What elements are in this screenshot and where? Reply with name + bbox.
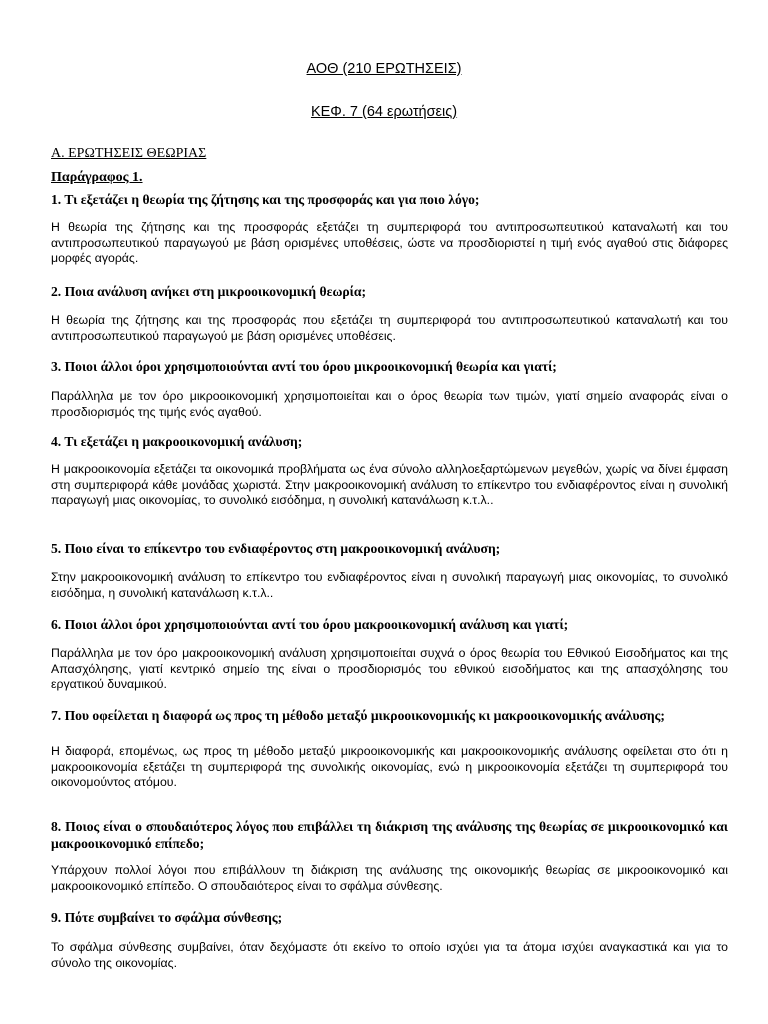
answer-8: Υπάρχουν πολλοί λόγοι που επιβάλλουν τη διάκριση της ανάλυσης της οικονομικής θεωρίας σε μικροοικονομικό και μακροοικονομικό επίπεδο. Ο σπουδαιότερος είναι το σφάλμα σύνθεσης. xyxy=(51,863,728,893)
question-4: 4. Τι εξετάζει η μακροοικονομική ανάλυση; xyxy=(51,434,303,449)
document-title: ΑΟΘ (210 ΕΡΩΤΗΣΕΙΣ) xyxy=(306,61,462,77)
answer-9: Το σφάλμα σύνθεσης συμβαίνει, όταν δεχόμαστε ότι εκείνο το οποίο ισχύει για τα άτομα ισχύει αναγκαστικά και για το σύνολο της οικονομίας. xyxy=(51,940,728,970)
answer-1: Η θεωρία της ζήτησης και της προσφοράς εξετάζει τη συμπεριφορά του αντιπροσωπευτικού καταναλωτή και του αντιπροσωπευτικού παραγωγού με βάση ορισμένες υποθέσεις, ώστε να προσδιοριστεί η τιμή ενός αγαθού στις διάφορες μορφές αγοράς. xyxy=(51,220,728,265)
answer-7: Η διαφορά, επομένως, ως προς τη μέθοδο μεταξύ μικροοικονομικής και μακροοικονομικής ανάλυσης οφείλεται στο ότι η μακροοικονομία εξετάζει τη συμπεριφορά της συνολικής οικονομίας, ενώ η μικροοικονομία εξετάζει τη συμπεριφορά του οικονομούντος ατόμου. xyxy=(51,744,728,789)
answer-2: Η θεωρία της ζήτησης και της προσφοράς που εξετάζει τη συμπεριφορά του αντιπροσωπευτικού καταναλωτή και του αντιπροσωπευτικού παραγωγού με βάση ορισμένες υποθέσεις. xyxy=(51,313,728,343)
question-9: 9. Πότε συμβαίνει το σφάλμα σύνθεσης; xyxy=(51,910,283,925)
question-7: 7. Που οφείλεται η διαφορά ως προς τη μέθοδο μεταξύ μικροοικονομικής κι μακροοικονομικής ανάλυσης; xyxy=(51,708,665,723)
answer-3: Παράλληλα με τον όρο μικροοικονομική χρησιμοποιείται και ο όρος θεωρία των τιμών, γιατί σημείο αναφοράς είναι ο προσδιορισμός της τιμής ενός αγαθού. xyxy=(51,389,728,419)
section-heading: Α. ΕΡΩΤΗΣΕΙΣ ΘΕΩΡΙΑΣ xyxy=(51,146,207,161)
answer-5: Στην μακροοικονομική ανάλυση το επίκεντρο του ενδιαφέροντος είναι η συνολική παραγωγή μιας οικονομίας, το συνολικό εισόδημα, η συνολική κατανάλωση κ.τ.λ.. xyxy=(51,570,728,600)
question-5: 5. Ποιο είναι το επίκεντρο του ενδιαφέροντος στη μακροοικονομική ανάλυση; xyxy=(51,541,501,556)
paragraph-label: Παράγραφος 1. xyxy=(51,170,143,185)
question-1: 1. Τι εξετάζει η θεωρία της ζήτησης και της προσφοράς και για ποιο λόγο; xyxy=(51,192,480,207)
answer-4: Η μακροοικονομία εξετάζει τα οικονομικά προβλήματα ως ένα σύνολο αλληλοεξαρτώμενων μεγεθών, χωρίς να δίνει έμφαση στη συμπεριφορά κάθε μονάδας χωριστά. Στην μακροοικονομική ανάλυση το επίκεντρο του ενδιαφέροντος είναι η συνολική παραγωγή μιας οικονομίας, το συνολικό εισόδημα, η συνολική κατανάλωση κ.τ.λ.. xyxy=(51,462,728,507)
answer-6: Παράλληλα με τον όρο μακροοικονομική ανάλυση χρησιμοποιείται συχνά ο όρος θεωρία του Εθνικού Εισοδήματος και της Απασχόλησης, γιατί κεντρικό σημείο της είναι ο προσδιορισμός του εθνικού εισοδήματος και της απασχόλησης του εργατικού δυναμικού. xyxy=(51,646,728,691)
question-2: 2. Ποια ανάλυση ανήκει στη μικροοικονομική θεωρία; xyxy=(51,284,366,299)
chapter-title: ΚΕΦ. 7 (64 ερωτήσεις) xyxy=(310,104,458,120)
question-8: 8. Ποιος είναι ο σπουδαιότερος λόγος που επιβάλλει τη διάκριση της ανάλυσης της θεωρίας σε μικροοικονομικό και μακροοικονομικό επίπεδο; xyxy=(51,819,728,851)
question-3: 3. Ποιοι άλλοι όροι χρησιμοποιούνται αντί του όρου μικροοικονομική θεωρία και γιατί; xyxy=(51,359,557,374)
question-6: 6. Ποιοι άλλοι όροι χρησιμοποιούνται αντί του όρου μακροοικονομική ανάλυση και γιατί; xyxy=(51,617,569,632)
